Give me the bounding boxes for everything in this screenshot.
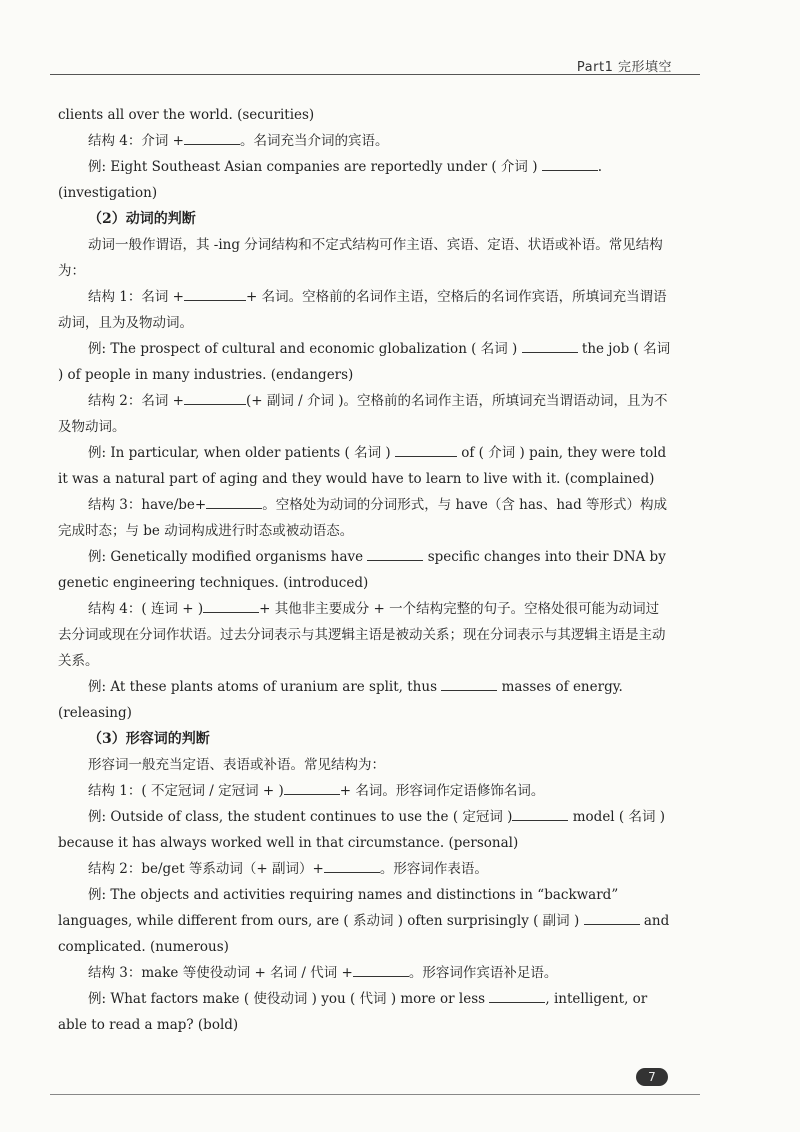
structure-line: 结构 1：名词 + + 名词。空格前的名词作主语，空格后的名词作宾语，所填词充当谓语动词，且为及物动词。 [58,284,672,336]
fill-blank [512,806,568,821]
body-text [58,102,672,1038]
fill-blank [367,546,423,561]
header-rule [50,74,700,75]
paragraph: clients all over the world. (securities) [58,107,315,123]
fill-blank [184,390,246,405]
fill-blank [441,676,497,691]
section-label: Part1 完形填空 [576,60,672,75]
fill-blank [522,338,578,353]
footer-rule [50,1094,700,1095]
fill-blank [184,286,246,301]
example-line: 例: Eight Southeast Asian companies are reportedly under ( 介词 ) . (investigation) [58,154,672,206]
example-line: 例: What factors make ( 使役动词 ) you ( 代词 ) more or less , intelligent, or able to read a map? (bold) [58,986,672,1038]
fill-blank [284,780,340,795]
example-line: 例: The prospect of cultural and economic globalization ( 名词 ) the job ( 名词 ) of people in many industries. (endangers) [58,336,672,388]
fill-blank [542,156,598,171]
structure-line: 结构 3：have/be+ 。空格处为动词的分词形式，与 have（含 has、had 等形式）构成完成时态；与 be 动词构成进行时态或被动语态。 [58,492,672,544]
example-line: 例: The objects and activities requiring names and distinctions in “backward” languages, while different from ours, are ( 系动词 ) often surprisingly ( 副词 ) and complicated. (numerous) [58,887,670,955]
example-line: 例: At these plants atoms of uranium are split, thus masses of energy. (releasing) [58,674,672,726]
fill-blank [324,858,380,873]
paragraph: 形容词一般充当定语、表语或补语。常见结构为： [88,757,385,773]
structure-line: 结构 4：( 连词 + ) + 其他非主要成分 + 一个结构完整的句子。空格处很可能为动词过去分词或现在分词作状语。过去分词表示与其逻辑主语是被动关系；现在分词表示与其逻辑主语是主动关系。 [58,596,672,674]
page-number: 7 [636,1068,668,1086]
example-line: 例: In particular, when older patients ( 名词 ) of ( 介词 ) pain, they were told it was a natural part of aging and they would have to learn to live with it. (complained) [58,440,672,492]
running-header [0,0,800,80]
example-line: 例: Genetically modified organisms have specific changes into their DNA by genetic engineering techniques. (introduced) [58,544,672,596]
section-heading-verb: （2）动词的判断 [88,211,196,227]
structure-line: 结构 2：名词 + (+ 副词 / 介词 )。空格前的名词作主语，所填词充当谓语动词，且为不及物动词。 [58,388,672,440]
fill-blank [395,442,457,457]
fill-blank [584,910,640,925]
example-line: 例: Outside of class, the student continues to use the ( 定冠词 ) model ( 名词 ) because it has always worked well in that circumstance. (personal) [58,804,672,856]
fill-blank [203,598,259,613]
section-heading-adjective: （3）形容词的判断 [88,731,210,747]
fill-blank [206,494,262,509]
structure-line: 结构 1：( 不定冠词 / 定冠词 + ) + 名词。形容词作定语修饰名词。 [58,778,672,804]
fill-blank [353,962,409,977]
structure-line: 结构 2：be/get 等系动词（+ 副词）+ 。形容词作表语。 [58,856,672,882]
fill-blank [184,130,240,145]
paragraph: 动词一般作谓语，其 -ing 分词结构和不定式结构可作主语、宾语、定语、状语或补语。常见结构为： [58,237,663,279]
structure-line: 结构 4：介词 + 。名词充当介词的宾语。 [58,128,672,154]
fill-blank [489,988,545,1003]
structure-line: 结构 3：make 等使役动词 + 名词 / 代词 + 。形容词作宾语补足语。 [58,960,672,986]
